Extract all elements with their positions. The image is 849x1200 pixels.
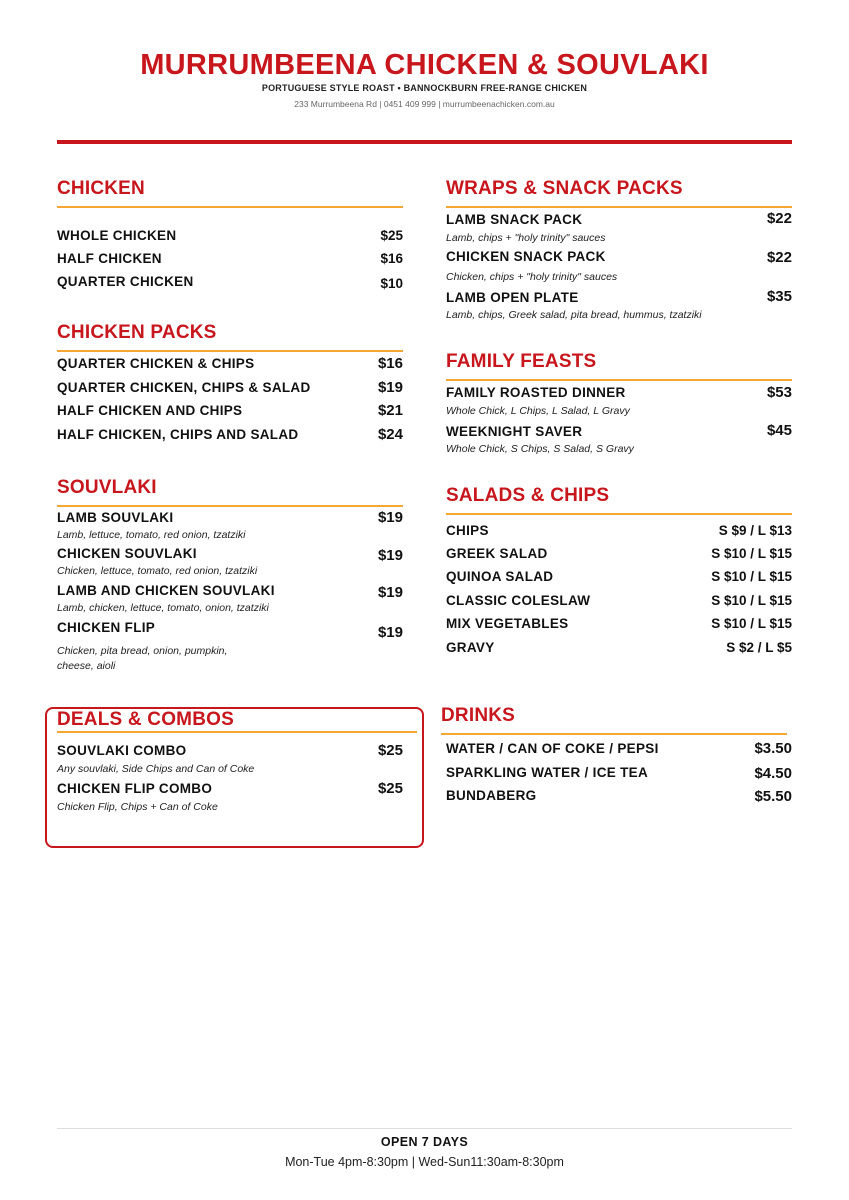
item-name: BUNDABERG <box>446 788 537 803</box>
section-title: SALADS & CHIPS <box>446 485 610 506</box>
section-title: FAMILY FEASTS <box>446 351 597 372</box>
item-name: LAMB AND CHICKEN SOUVLAKI <box>57 583 275 598</box>
item-description: Lamb, chips + "holy trinity" sauces <box>446 232 606 244</box>
item-price: $3.50 <box>754 740 792 757</box>
item-name: GRAVY <box>446 640 495 655</box>
item-description: Chicken, pita bread, onion, pumpkin, <box>57 645 228 657</box>
opening-days: OPEN 7 DAYS <box>380 1135 469 1149</box>
item-description: cheese, aioli <box>57 660 116 672</box>
header-divider <box>57 140 792 144</box>
item-description: Any souvlaki, Side Chips and Can of Coke <box>57 763 255 775</box>
item-name: HALF CHICKEN <box>57 251 162 266</box>
section-family-feasts <box>446 351 792 455</box>
item-price: $21 <box>377 402 403 419</box>
item-name: QUARTER CHICKEN <box>57 274 194 289</box>
item-price: $22 <box>766 249 792 266</box>
item-name: LAMB SOUVLAKI <box>57 510 174 525</box>
item-price: $16 <box>380 251 403 266</box>
item-price: $19 <box>377 547 403 564</box>
item-description: Chicken, chips + "holy trinity" sauces <box>446 271 618 283</box>
restaurant-name: MURRUMBEENA CHICKEN & SOUVLAKI <box>140 49 709 81</box>
item-name: QUARTER CHICKEN & CHIPS <box>57 356 255 371</box>
item-price: $4.50 <box>754 765 792 782</box>
item-price: S $2 / L $5 <box>726 640 792 655</box>
section-title: CHICKEN PACKS <box>57 322 217 343</box>
item-name: CHIPS <box>446 523 489 538</box>
item-name: CHICKEN FLIP COMBO <box>57 781 213 796</box>
section-divider <box>446 206 792 208</box>
tagline: PORTUGUESE STYLE ROAST • BANNOCKBURN FREE-RANGE CHICKEN <box>261 83 588 93</box>
section-divider <box>57 206 403 208</box>
item-price: $19 <box>377 379 403 396</box>
section-title: DRINKS <box>441 705 516 726</box>
contact-info: 233 Murrumbeena Rd | 0451 409 999 | murrumbeenachicken.com.au <box>294 99 555 109</box>
item-name: QUINOA SALAD <box>446 569 554 584</box>
item-price: $16 <box>377 355 403 372</box>
item-name: WATER / CAN OF COKE / PEPSI <box>446 741 659 756</box>
item-price: $19 <box>377 624 403 641</box>
section-divider <box>446 379 792 381</box>
item-name: WEEKNIGHT SAVER <box>446 424 583 439</box>
item-price: $22 <box>766 210 792 227</box>
item-price: $5.50 <box>754 788 792 805</box>
item-name: LAMB OPEN PLATE <box>446 290 579 305</box>
item-price: $53 <box>766 384 792 401</box>
item-price: $25 <box>377 780 403 797</box>
item-description: Lamb, chicken, lettuce, tomato, onion, tzatziki <box>57 602 269 614</box>
item-price: S $10 / L $15 <box>711 569 792 584</box>
item-price: S $10 / L $15 <box>711 593 792 608</box>
section-title: CHICKEN <box>57 178 145 199</box>
item-description: Lamb, chips, Greek salad, pita bread, hummus, tzatziki <box>446 309 702 321</box>
section-divider <box>446 513 792 515</box>
menu-header <box>0 48 849 109</box>
item-name: QUARTER CHICKEN, CHIPS & SALAD <box>57 380 311 395</box>
item-name: CLASSIC COLESLAW <box>446 593 591 608</box>
item-price: $45 <box>766 422 792 439</box>
item-price: $25 <box>377 742 403 759</box>
section-salads-chips <box>446 485 792 655</box>
item-name: HALF CHICKEN AND CHIPS <box>57 403 243 418</box>
item-description: Whole Chick, L Chips, L Salad, L Gravy <box>446 405 630 417</box>
item-name: LAMB SNACK PACK <box>446 212 583 227</box>
section-title: WRAPS & SNACK PACKS <box>446 178 683 199</box>
item-name: CHICKEN SOUVLAKI <box>57 546 197 561</box>
section-divider <box>441 733 787 735</box>
item-name: WHOLE CHICKEN <box>57 228 177 243</box>
item-price: $35 <box>766 288 792 305</box>
section-divider <box>57 505 403 507</box>
section-divider <box>57 350 403 352</box>
item-price: $24 <box>377 426 403 443</box>
item-description: Chicken, lettuce, tomato, red onion, tzatziki <box>57 565 258 577</box>
item-description: Chicken Flip, Chips + Can of Coke <box>57 801 218 813</box>
item-description: Lamb, lettuce, tomato, red onion, tzatziki <box>57 529 246 541</box>
item-name: CHICKEN FLIP <box>57 620 156 635</box>
item-description: Whole Chick, S Chips, S Salad, S Gravy <box>446 443 634 455</box>
item-price: $25 <box>380 228 403 243</box>
item-name: MIX VEGETABLES <box>446 616 569 631</box>
section-title: SOUVLAKI <box>57 477 157 498</box>
item-name: GREEK SALAD <box>446 546 548 561</box>
item-price: S $9 / L $13 <box>718 523 792 538</box>
section-drinks <box>441 705 792 805</box>
section-divider <box>57 731 417 733</box>
item-name: CHICKEN SNACK PACK <box>446 249 606 264</box>
item-price: $19 <box>377 584 403 601</box>
section-wraps <box>446 178 792 321</box>
item-price: $19 <box>377 509 403 526</box>
section-souvlaki <box>57 477 403 672</box>
opening-hours: Mon-Tue 4pm-8:30pm | Wed-Sun11:30am-8:30pm <box>285 1155 564 1169</box>
item-name: FAMILY ROASTED DINNER <box>446 385 626 400</box>
item-name: HALF CHICKEN, CHIPS AND SALAD <box>57 427 299 442</box>
item-name: SOUVLAKI COMBO <box>57 743 187 758</box>
item-price: S $10 / L $15 <box>711 546 792 561</box>
section-chicken-packs <box>57 322 403 443</box>
section-deals <box>57 709 417 813</box>
item-price: $10 <box>380 276 403 291</box>
section-title: DEALS & COMBOS <box>57 709 234 730</box>
item-name: SPARKLING WATER / ICE TEA <box>446 765 649 780</box>
section-chicken <box>57 178 403 291</box>
footer-divider <box>57 1128 792 1129</box>
item-price: S $10 / L $15 <box>711 616 792 631</box>
